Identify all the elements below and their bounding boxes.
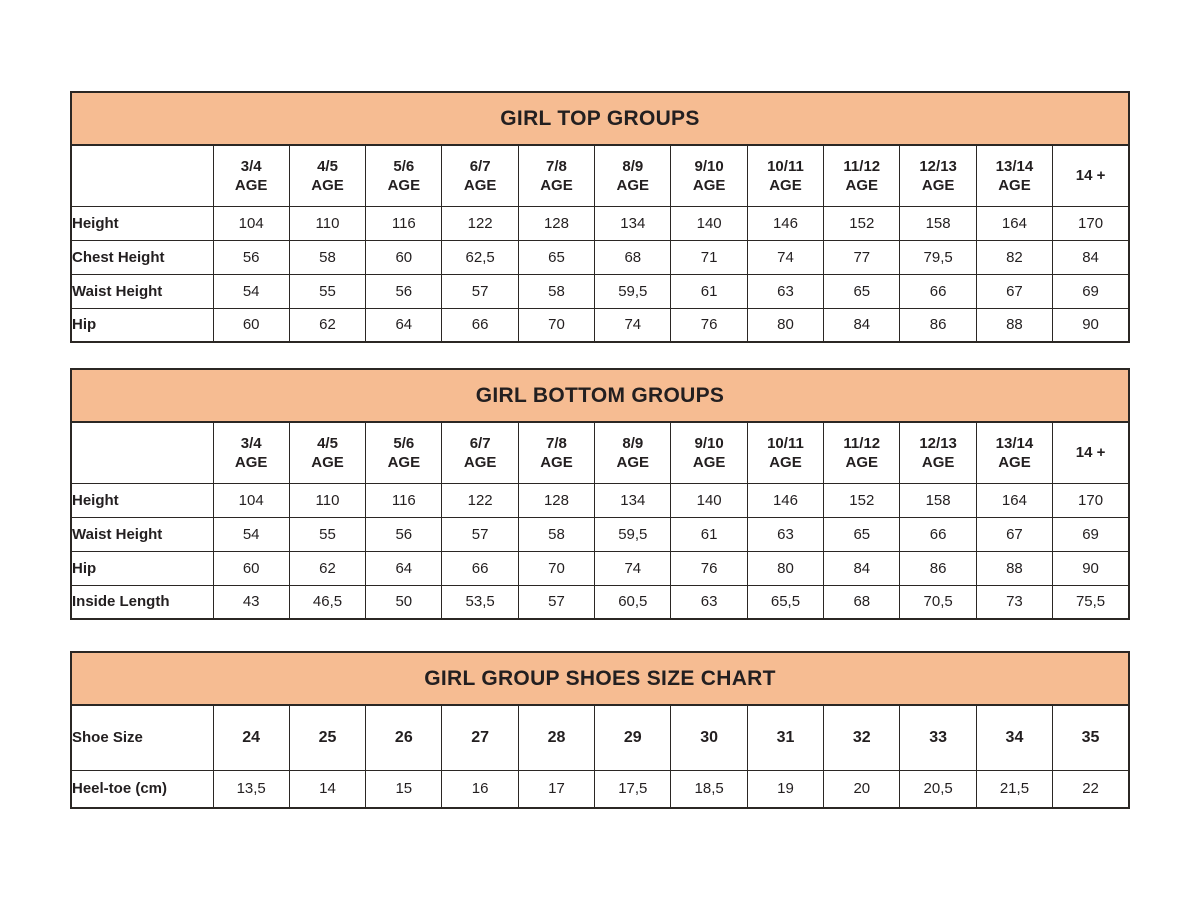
- value-cell: 110: [289, 206, 365, 240]
- girl-top-groups-body: [71, 145, 1129, 342]
- value-cell: 66: [900, 517, 976, 551]
- row-label: Hip: [71, 551, 213, 585]
- corner-cell: [71, 145, 213, 206]
- value-cell: 43: [213, 585, 289, 619]
- value-cell: 35: [1053, 705, 1129, 770]
- value-cell: 70: [518, 551, 594, 585]
- value-cell: 20: [824, 770, 900, 808]
- row-label: Height: [71, 483, 213, 517]
- girl-top-groups-table: [70, 91, 1130, 343]
- age-column-header: 8/9 AGE: [595, 422, 671, 483]
- value-cell: 170: [1053, 206, 1129, 240]
- value-cell: 60: [366, 240, 442, 274]
- value-cell: 50: [366, 585, 442, 619]
- value-cell: 67: [976, 274, 1052, 308]
- table-row: [71, 483, 1129, 517]
- value-cell: 70,5: [900, 585, 976, 619]
- value-cell: 20,5: [900, 770, 976, 808]
- value-cell: 146: [747, 483, 823, 517]
- value-cell: 58: [289, 240, 365, 274]
- table-row: [71, 274, 1129, 308]
- value-cell: 63: [671, 585, 747, 619]
- value-cell: 146: [747, 206, 823, 240]
- value-cell: 128: [518, 206, 594, 240]
- value-cell: 17,5: [595, 770, 671, 808]
- value-cell: 134: [595, 483, 671, 517]
- value-cell: 65,5: [747, 585, 823, 619]
- value-cell: 19: [747, 770, 823, 808]
- age-column-header: 9/10 AGE: [671, 145, 747, 206]
- value-cell: 26: [366, 705, 442, 770]
- value-cell: 27: [442, 705, 518, 770]
- value-cell: 29: [595, 705, 671, 770]
- value-cell: 57: [442, 274, 518, 308]
- value-cell: 62,5: [442, 240, 518, 274]
- age-column-header: 11/12 AGE: [824, 145, 900, 206]
- value-cell: 55: [289, 274, 365, 308]
- value-cell: 80: [747, 551, 823, 585]
- row-label: Chest Height: [71, 240, 213, 274]
- value-cell: 61: [671, 517, 747, 551]
- age-column-header: 3/4 AGE: [213, 422, 289, 483]
- value-cell: 84: [824, 551, 900, 585]
- girl-shoes-size-title: GIRL GROUP SHOES SIZE CHART: [70, 651, 1130, 706]
- value-cell: 60,5: [595, 585, 671, 619]
- value-cell: 80: [747, 308, 823, 342]
- age-column-header: 12/13 AGE: [900, 422, 976, 483]
- girl-bottom-groups-body: [71, 422, 1129, 619]
- value-cell: 56: [366, 274, 442, 308]
- value-cell: 56: [366, 517, 442, 551]
- value-cell: 77: [824, 240, 900, 274]
- value-cell: 69: [1053, 517, 1129, 551]
- value-cell: 158: [900, 206, 976, 240]
- age-column-header: 12/13 AGE: [900, 145, 976, 206]
- value-cell: 164: [976, 206, 1052, 240]
- value-cell: 21,5: [976, 770, 1052, 808]
- value-cell: 128: [518, 483, 594, 517]
- value-cell: 74: [595, 551, 671, 585]
- value-cell: 68: [824, 585, 900, 619]
- girl-top-groups-title: GIRL TOP GROUPS: [70, 91, 1130, 146]
- value-cell: 76: [671, 308, 747, 342]
- value-cell: 65: [518, 240, 594, 274]
- value-cell: 70: [518, 308, 594, 342]
- value-cell: 64: [366, 308, 442, 342]
- value-cell: 54: [213, 517, 289, 551]
- value-cell: 74: [747, 240, 823, 274]
- table-row: [71, 517, 1129, 551]
- row-label: Hip: [71, 308, 213, 342]
- value-cell: 90: [1053, 551, 1129, 585]
- table-row: [71, 240, 1129, 274]
- value-cell: 75,5: [1053, 585, 1129, 619]
- value-cell: 104: [213, 483, 289, 517]
- value-cell: 31: [747, 705, 823, 770]
- row-label: Inside Length: [71, 585, 213, 619]
- value-cell: 140: [671, 483, 747, 517]
- age-column-header: 6/7 AGE: [442, 422, 518, 483]
- value-cell: 73: [976, 585, 1052, 619]
- age-column-header: 7/8 AGE: [518, 422, 594, 483]
- value-cell: 24: [213, 705, 289, 770]
- age-column-header: 3/4 AGE: [213, 145, 289, 206]
- value-cell: 140: [671, 206, 747, 240]
- age-header-row: [71, 422, 1129, 483]
- value-cell: 90: [1053, 308, 1129, 342]
- row-label: Waist Height: [71, 274, 213, 308]
- value-cell: 59,5: [595, 517, 671, 551]
- girl-bottom-groups-table: [70, 368, 1130, 620]
- value-cell: 88: [976, 308, 1052, 342]
- value-cell: 84: [824, 308, 900, 342]
- table-row: [71, 585, 1129, 619]
- girl-shoes-size-table: [70, 651, 1130, 809]
- value-cell: 46,5: [289, 585, 365, 619]
- value-cell: 86: [900, 308, 976, 342]
- value-cell: 88: [976, 551, 1052, 585]
- age-column-header: 13/14 AGE: [976, 145, 1052, 206]
- value-cell: 86: [900, 551, 976, 585]
- value-cell: 13,5: [213, 770, 289, 808]
- value-cell: 60: [213, 551, 289, 585]
- value-cell: 71: [671, 240, 747, 274]
- age-column-header: 5/6 AGE: [366, 422, 442, 483]
- age-column-header: 5/6 AGE: [366, 145, 442, 206]
- age-column-header: 6/7 AGE: [442, 145, 518, 206]
- value-cell: 110: [289, 483, 365, 517]
- value-cell: 57: [518, 585, 594, 619]
- value-cell: 56: [213, 240, 289, 274]
- value-cell: 15: [366, 770, 442, 808]
- value-cell: 158: [900, 483, 976, 517]
- row-label: Heel-toe (cm): [71, 770, 213, 808]
- girl-shoes-size-body: [71, 705, 1129, 808]
- value-cell: 76: [671, 551, 747, 585]
- value-cell: 64: [366, 551, 442, 585]
- age-column-header: 10/11 AGE: [747, 145, 823, 206]
- value-cell: 66: [442, 551, 518, 585]
- value-cell: 25: [289, 705, 365, 770]
- table-row: [71, 705, 1129, 770]
- value-cell: 65: [824, 274, 900, 308]
- value-cell: 170: [1053, 483, 1129, 517]
- value-cell: 66: [900, 274, 976, 308]
- table-row: [71, 551, 1129, 585]
- value-cell: 74: [595, 308, 671, 342]
- value-cell: 116: [366, 483, 442, 517]
- value-cell: 32: [824, 705, 900, 770]
- value-cell: 122: [442, 483, 518, 517]
- value-cell: 53,5: [442, 585, 518, 619]
- age-column-header: 11/12 AGE: [824, 422, 900, 483]
- value-cell: 116: [366, 206, 442, 240]
- value-cell: 58: [518, 274, 594, 308]
- value-cell: 58: [518, 517, 594, 551]
- age-column-header: 4/5 AGE: [289, 422, 365, 483]
- value-cell: 30: [671, 705, 747, 770]
- value-cell: 55: [289, 517, 365, 551]
- girl-shoes-size-grid: [70, 704, 1130, 809]
- value-cell: 65: [824, 517, 900, 551]
- value-cell: 63: [747, 517, 823, 551]
- value-cell: 82: [976, 240, 1052, 274]
- value-cell: 84: [1053, 240, 1129, 274]
- value-cell: 59,5: [595, 274, 671, 308]
- value-cell: 69: [1053, 274, 1129, 308]
- value-cell: 22: [1053, 770, 1129, 808]
- value-cell: 134: [595, 206, 671, 240]
- value-cell: 68: [595, 240, 671, 274]
- value-cell: 17: [518, 770, 594, 808]
- value-cell: 152: [824, 206, 900, 240]
- value-cell: 18,5: [671, 770, 747, 808]
- value-cell: 14: [289, 770, 365, 808]
- value-cell: 62: [289, 551, 365, 585]
- value-cell: 152: [824, 483, 900, 517]
- row-label: Waist Height: [71, 517, 213, 551]
- age-column-header: 14 +: [1053, 422, 1129, 483]
- age-column-header: 4/5 AGE: [289, 145, 365, 206]
- value-cell: 16: [442, 770, 518, 808]
- table-row: [71, 770, 1129, 808]
- value-cell: 33: [900, 705, 976, 770]
- value-cell: 67: [976, 517, 1052, 551]
- value-cell: 63: [747, 274, 823, 308]
- value-cell: 60: [213, 308, 289, 342]
- corner-cell: [71, 422, 213, 483]
- row-label: Shoe Size: [71, 705, 213, 770]
- girl-bottom-groups-title: GIRL BOTTOM GROUPS: [70, 368, 1130, 423]
- value-cell: 34: [976, 705, 1052, 770]
- age-header-row: [71, 145, 1129, 206]
- age-column-header: 8/9 AGE: [595, 145, 671, 206]
- value-cell: 164: [976, 483, 1052, 517]
- age-column-header: 7/8 AGE: [518, 145, 594, 206]
- value-cell: 104: [213, 206, 289, 240]
- row-label: Height: [71, 206, 213, 240]
- age-column-header: 13/14 AGE: [976, 422, 1052, 483]
- value-cell: 62: [289, 308, 365, 342]
- age-column-header: 10/11 AGE: [747, 422, 823, 483]
- girl-bottom-groups-grid: [70, 421, 1130, 620]
- value-cell: 54: [213, 274, 289, 308]
- value-cell: 66: [442, 308, 518, 342]
- table-row: [71, 206, 1129, 240]
- age-column-header: 9/10 AGE: [671, 422, 747, 483]
- value-cell: 61: [671, 274, 747, 308]
- age-column-header: 14 +: [1053, 145, 1129, 206]
- girl-top-groups-grid: [70, 144, 1130, 343]
- value-cell: 122: [442, 206, 518, 240]
- table-row: [71, 308, 1129, 342]
- value-cell: 57: [442, 517, 518, 551]
- value-cell: 28: [518, 705, 594, 770]
- value-cell: 79,5: [900, 240, 976, 274]
